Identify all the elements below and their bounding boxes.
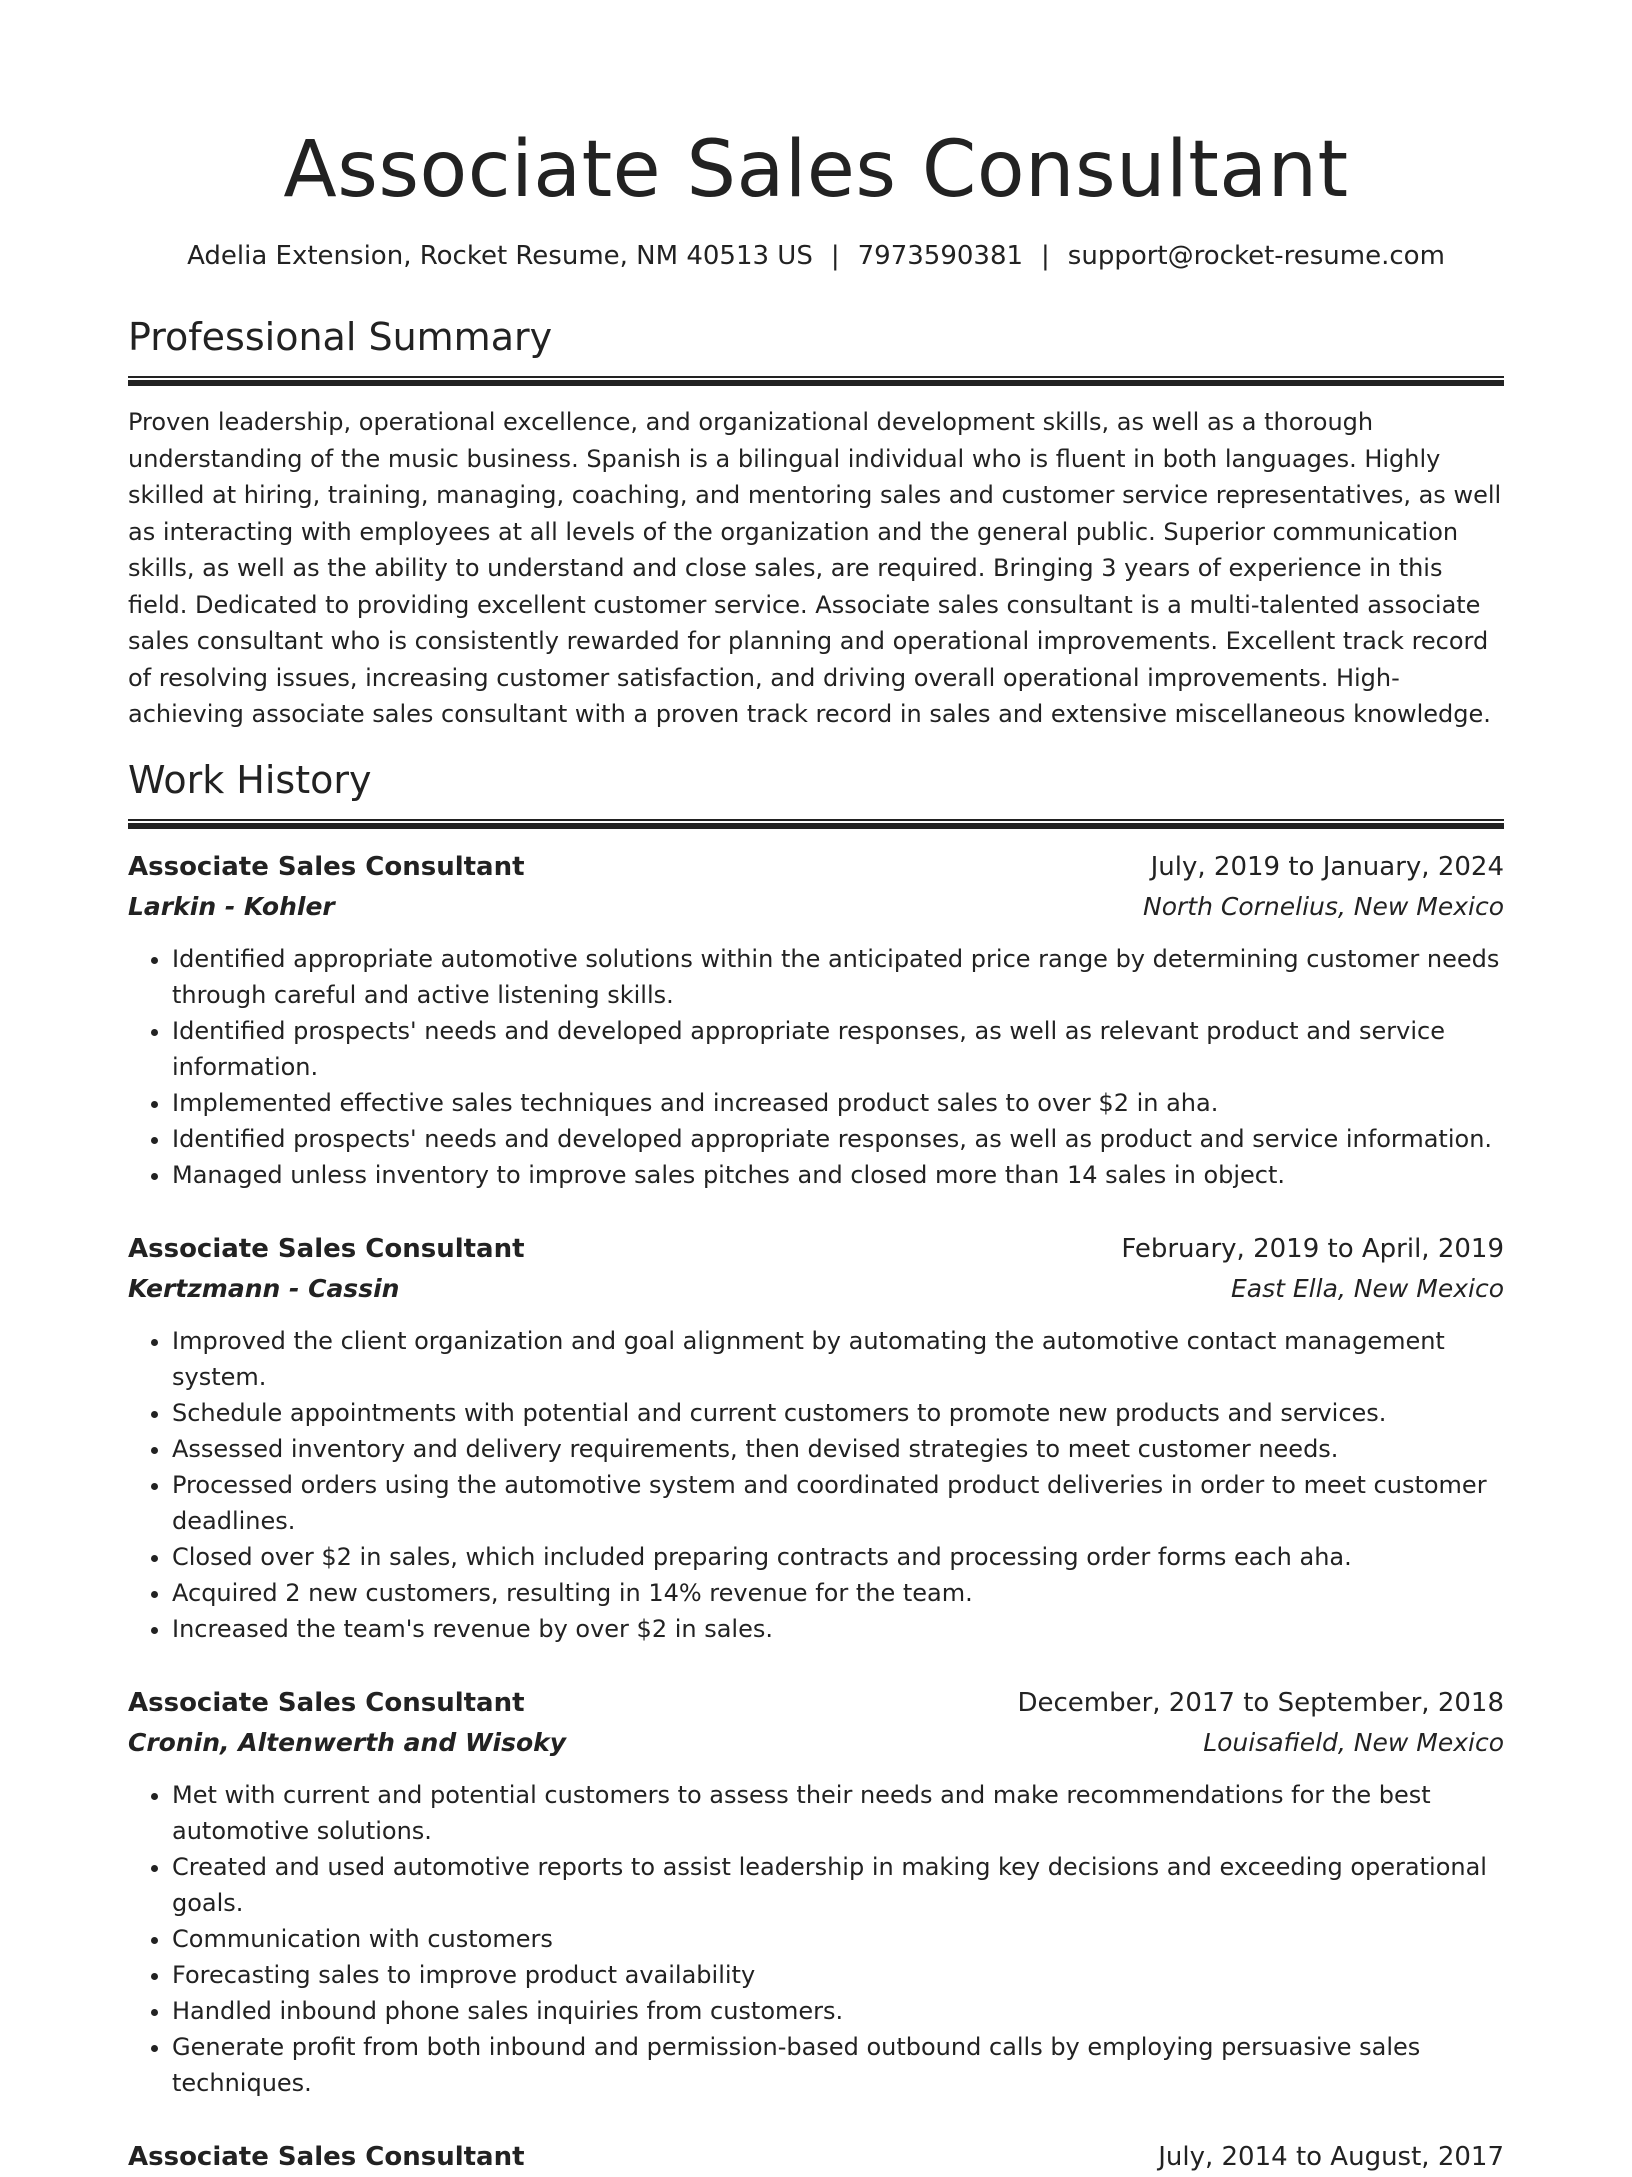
job-bullet: • Identified appropriate automotive solutions within the anticipated price range by determining customer needs through careful and active listening skills. [172, 941, 1504, 1013]
job-entry [128, 2137, 1504, 2177]
job-header [128, 1229, 1504, 1269]
section-divider [128, 376, 1504, 386]
section-heading: Professional Summary [128, 315, 553, 359]
job-title: Associate Sales Consultant [128, 851, 525, 882]
job-bullet: • Created and used automotive reports to assist leadership in making key decisions and exceeding operational goals. [172, 1849, 1504, 1921]
job-header [128, 2137, 1504, 2177]
job-bullet: • Forecasting sales to improve product availability [172, 1957, 1504, 1993]
summary-text: Proven leadership, operational excellence, and organizational development skills, as well as a thorough understanding of the music business. Spanish is a bilingual individual who is fluent in both languages. Highly skilled at hiring, training, managing, coaching, and mentoring sales and customer service representatives, as well as interacting with employees at all levels of the organization and the general public. Superior communication skills, as well as the ability to understand and close sales, are required. Bringing 3 years of experience in this field. Dedicated to providing excellent customer service. Associate sales consultant is a multi-talented associate sales consultant who is consistently rewarded for planning and operational improvements. Excellent track record of resolving issues, increasing customer satisfaction, and driving overall operational improvements. High-achieving associate sales consultant with a proven track record in sales and extensive miscellaneous knowledge. [128, 408, 1502, 728]
job-company: Kertzmann - Cassin [128, 1273, 400, 1303]
job-company: Larkin - Kohler [128, 891, 335, 921]
job-bullet: • Met with current and potential customers to assess their needs and make recommendations for the best automotive solutions. [172, 1777, 1504, 1849]
section-heading: Work History [128, 757, 372, 802]
job-bullet: • Increased the team's revenue by over $2 in sales. [172, 1611, 1504, 1647]
contact-separator: | [1041, 241, 1050, 271]
work-history-section [128, 757, 1504, 2177]
job-bullet: • Identified prospects' needs and developed appropriate responses, as well as product and service information. [172, 1121, 1504, 1157]
professional-summary-section [128, 314, 1504, 733]
job-title: Associate Sales Consultant [128, 1687, 525, 1718]
job-bullets [128, 941, 1504, 1193]
job-bullet: • Closed over $2 in sales, which included preparing contracts and processing order forms each aha. [172, 1539, 1504, 1575]
job-bullet: • Managed unless inventory to improve sales pitches and closed more than 14 sales in object. [172, 1157, 1504, 1193]
job-subheader [128, 887, 1504, 927]
job-subheader [128, 1723, 1504, 1763]
job-location: East Ella, New Mexico [1231, 1273, 1504, 1303]
resume-title: Associate Sales Consultant [283, 125, 1349, 215]
job-bullet: • Schedule appointments with potential and current customers to promote new products and services. [172, 1395, 1504, 1431]
job-entry [128, 847, 1504, 1193]
job-bullet: • Identified prospects' needs and developed appropriate responses, as well as relevant product and service information. [172, 1013, 1504, 1085]
job-bullet: • Processed orders using the automotive system and coordinated product deliveries in order to meet customer deadlines. [172, 1467, 1504, 1539]
job-bullet: • Acquired 2 new customers, resulting in 14% revenue for the team. [172, 1575, 1504, 1611]
contact-email: support@rocket-resume.com [1067, 241, 1445, 271]
section-divider [128, 819, 1504, 829]
job-dates: July, 2019 to January, 2024 [1150, 851, 1504, 882]
job-location: North Cornelius, New Mexico [1143, 891, 1504, 921]
job-title: Associate Sales Consultant [128, 2141, 525, 2172]
job-entry [128, 1683, 1504, 2101]
job-bullet: • Communication with customers [172, 1921, 1504, 1957]
job-bullet: • Assessed inventory and delivery requirements, then devised strategies to meet customer needs. [172, 1431, 1504, 1467]
contact-line [128, 238, 1504, 274]
job-bullet: • Implemented effective sales techniques and increased product sales to over $2 in aha. [172, 1085, 1504, 1121]
job-dates: December, 2017 to September, 2018 [1017, 1687, 1504, 1718]
job-title: Associate Sales Consultant [128, 1233, 525, 1264]
job-header [128, 1683, 1504, 1723]
contact-address: Adelia Extension, Rocket Resume, NM 40513 US [187, 241, 813, 271]
job-company: Cronin, Altenwerth and Wisoky [128, 1727, 567, 1757]
job-bullet: • Improved the client organization and goal alignment by automating the automotive contact management system. [172, 1323, 1504, 1395]
contact-phone: 7973590381 [857, 241, 1024, 271]
job-bullets [128, 1777, 1504, 2101]
job-entry [128, 1229, 1504, 1647]
job-bullet: • Generate profit from both inbound and permission-based outbound calls by employing persuasive sales techniques. [172, 2029, 1504, 2101]
contact-separator: | [830, 241, 840, 271]
job-dates: July, 2014 to August, 2017 [1158, 2141, 1504, 2172]
job-location: Louisafield, New Mexico [1203, 1727, 1504, 1757]
job-subheader [128, 1269, 1504, 1309]
job-dates: February, 2019 to April, 2019 [1121, 1233, 1504, 1264]
job-header [128, 847, 1504, 887]
job-bullets [128, 1323, 1504, 1647]
job-bullet: • Handled inbound phone sales inquiries from customers. [172, 1993, 1504, 2029]
resume-page [128, 0, 1504, 2177]
